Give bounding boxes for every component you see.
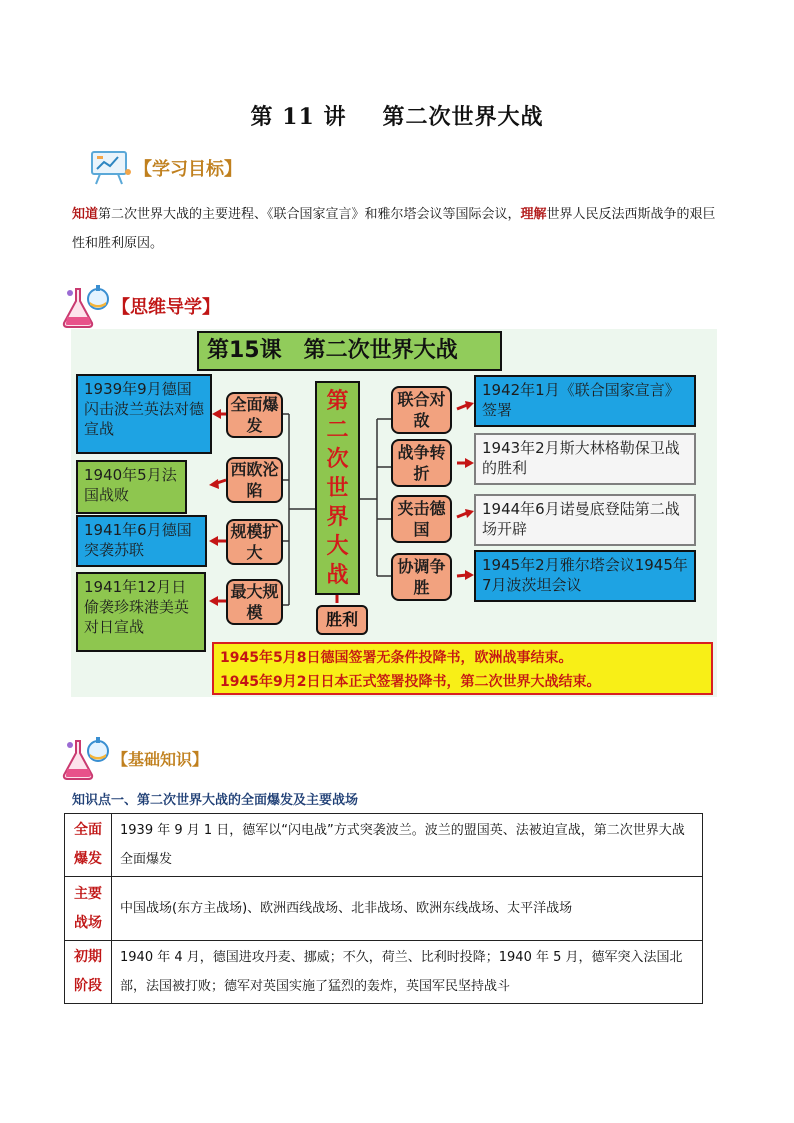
- event-1940: 1940年5月法国战败: [76, 460, 187, 514]
- stage-united: 联合对敌: [391, 386, 452, 434]
- victory-node: 胜利: [316, 605, 368, 635]
- presentation-board-icon: [88, 150, 132, 186]
- end-of-war-note: [212, 642, 713, 695]
- row-head: 初期阶段: [65, 941, 112, 1004]
- page-title: [0, 100, 794, 131]
- center-node: 第二次世界大战: [315, 381, 360, 595]
- table-row: [65, 814, 703, 877]
- keyword-understand: 理解: [520, 207, 547, 222]
- event-1941-jun: 1941年6月德国突袭苏联: [76, 515, 207, 567]
- lab-flask-icon: [58, 283, 110, 329]
- lab-flask-icon: [58, 735, 110, 781]
- stage-largest: 最大规模: [226, 579, 283, 625]
- table-row: [65, 941, 703, 1004]
- mindmap-heading: [58, 283, 220, 329]
- stage-western-europe: 西欧沦陷: [226, 457, 283, 503]
- event-1939: 1939年9月德国闪击波兰英法对德宣战: [76, 374, 212, 454]
- event-1942: 1942年1月《联合国家宣言》签署: [474, 375, 696, 427]
- basics-label: 【基础知识】: [112, 749, 209, 769]
- row-content: 中国战场(东方主战场)、欧洲西线战场、北非战场、欧洲东线战场、太平洋战场: [112, 877, 703, 941]
- event-1945: 1945年2月雅尔塔会议1945年7月波茨坦会议: [474, 550, 696, 602]
- stage-coordinate: 协调争胜: [391, 553, 452, 601]
- mindmap-header: 第15课 第二次世界大战: [197, 331, 502, 371]
- basics-heading: [58, 735, 208, 781]
- objectives-text: [72, 200, 722, 258]
- row-head: 主要战场: [65, 877, 112, 941]
- event-1941-dec: 1941年12月日偷袭珍珠港美英对日宣战: [76, 572, 206, 652]
- objectives-text-2: 世界人民反法西斯战争的艰巨性和胜利原因。: [72, 207, 716, 251]
- stage-turning: 战争转折: [391, 439, 452, 487]
- keyword-know: 知道: [72, 207, 99, 222]
- objectives-heading: [88, 150, 242, 186]
- mindmap-diagram: [71, 329, 717, 697]
- objectives-label: 【学习目标】: [134, 159, 242, 180]
- note-line-1: 1945年5月8日德国签署无条件投降书，欧洲战事结束。: [220, 650, 573, 666]
- note-line-2: 1945年9月2日日本正式签署投降书，第二次世界大战结束。: [220, 674, 601, 690]
- stage-outbreak: 全面爆发: [226, 392, 283, 438]
- stage-pincer: 夹击德国: [391, 495, 452, 543]
- mindmap-label: 【思维导学】: [112, 297, 220, 318]
- event-1943: 1943年2月斯大林格勒保卫战的胜利: [474, 433, 696, 485]
- row-content: 1939 年 9 月 1 日，德军以“闪电战”方式突袭波兰。波兰的盟国英、法被迫宣战，第二次世界大战全面爆发: [112, 814, 703, 877]
- lesson-topic: 第二次世界大战: [382, 104, 544, 130]
- objectives-text-1: 第二次世界大战的主要进程、《联合国家宣言》和雅尔塔会议等国际会议，: [98, 207, 521, 222]
- row-content: 1940 年 4 月，德国进攻丹麦、挪威；不久，荷兰、比利时投降；1940 年 5 月，德军突入法国北部，法国被打败；德军对英国实施了猛烈的轰炸，英国军民坚持战斗: [112, 941, 703, 1004]
- lesson-number: 第 11 讲: [250, 104, 347, 130]
- knowledge-point-title: 知识点一、第二次世界大战的全面爆发及主要战场: [72, 793, 359, 808]
- table-row: [65, 877, 703, 941]
- row-head: 全面爆发: [65, 814, 112, 877]
- event-1944: 1944年6月诺曼底登陆第二战场开辟: [474, 494, 696, 546]
- stage-expansion: 规模扩大: [226, 519, 283, 565]
- knowledge-table: [64, 813, 703, 1004]
